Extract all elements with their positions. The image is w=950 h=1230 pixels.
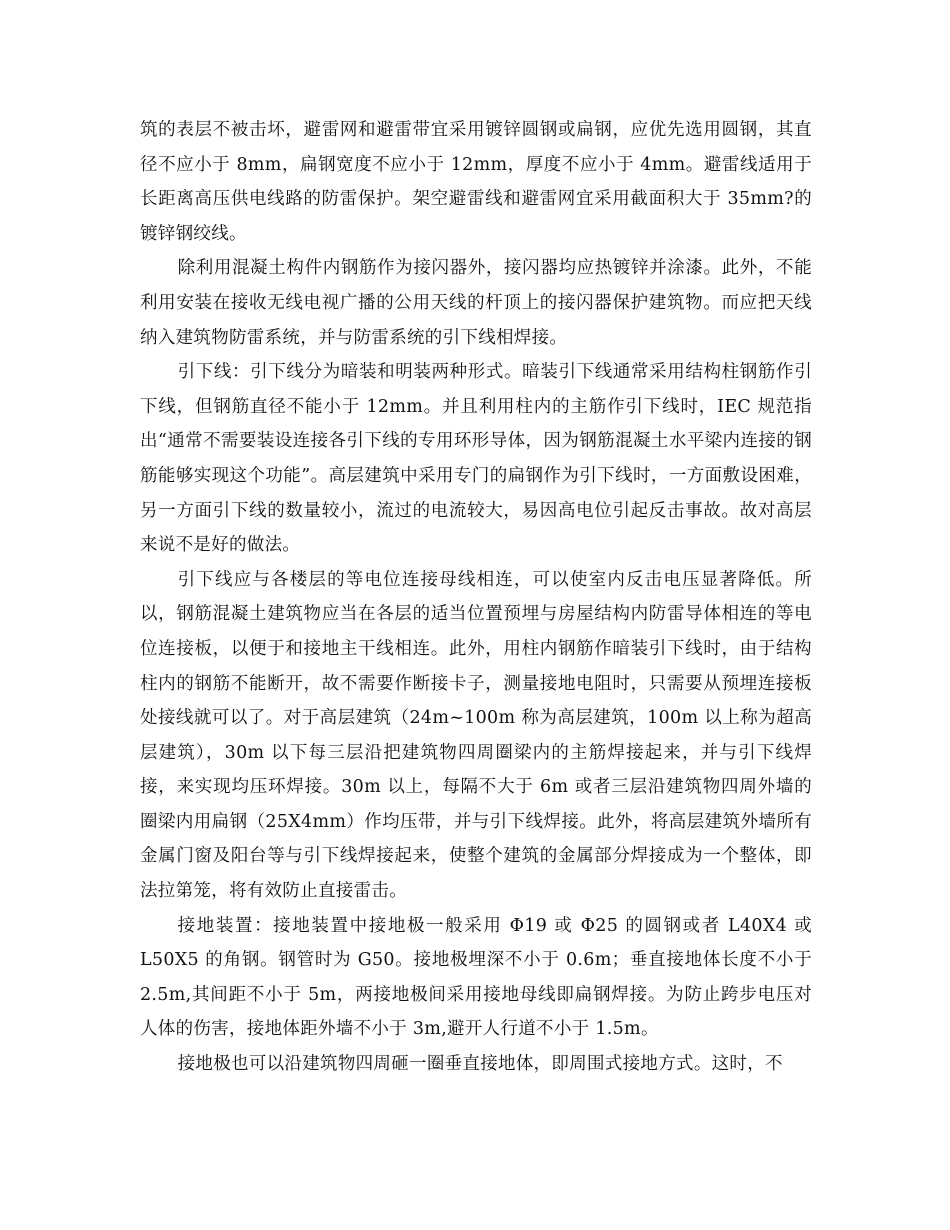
paragraph-5: 接地装置：接地装置中接地极一般采用 Φ19 或 Φ25 的圆钢或者 L40X4 或 L50X5 的角钢。钢管时为 G50。接地极埋深不小于 0.6m；垂直接地体长度不小于 2.5m,其间距不小于 5m，两接地极间采用接地母线即扁钢焊接。为防止跨步电压对人体的伤害，接地体距外墙不小于 3m,避开人行道不小于 1.5m。 (140, 915, 812, 1040)
document-body (140, 113, 812, 1082)
paragraph-1: 筑的表层不被击坏，避雷网和避雷带宜采用镀锌圆钢或扁钢，应优先选用圆钢，其直径不应小于 8mm，扁钢宽度不应小于 12mm，厚度不应小于 4mm。避雷线适用于长距离高压供电线路的防雷保护。架空避雷线和避雷网宜采用截面积大于 35mm?的镀锌钢绞线。 (140, 120, 812, 244)
paragraph-6: 接地极也可以沿建筑物四周砸一圈垂直接地体，即周围式接地方式。这时，不 (177, 1054, 783, 1075)
paragraph-2: 除利用混凝土构件内钢筋作为接闪器外，接闪器均应热镀锌并涂漆。此外，不能利用安装在接收无线电视广播的公用天线的杆顶上的接闪器保护建筑物。而应把天线纳入建筑物防雷系统，并与防雷系统的引下线相焊接。 (140, 258, 812, 348)
paragraph-3: 引下线：引下线分为暗装和明装两种形式。暗装引下线通常采用结构柱钢筋作引下线，但钢筋直径不能小于 12mm。并且利用柱内的主筋作引下线时，IEC 规范指出“通常不需要装设连接各引下线的专用环形导体，因为钢筋混凝土水平梁内连接的钢筋能够实现这个功能”。高层建筑中采用专门的扁钢作为引下线时，一方面敷设困难，另一方面引下线的数量较小，流过的电流较大，易因高电位引起反击事故。故对高层来说不是好的做法。 (140, 362, 812, 556)
paragraph-4: 引下线应与各楼层的等电位连接母线相连，可以使室内反击电压显著降低。所以，钢筋混凝土建筑物应当在各层的适当位置预埋与房屋结构内防雷导体相连的等电位连接板，以便于和接地主干线相连。此外，用柱内钢筋作暗装引下线时，由于结构柱内的钢筋不能断开，故不需要作断接卡子，测量接地电阻时，只需要从预埋连接板处接线就可以了。对于高层建筑（24m~100m 称为高层建筑，100m 以上称为超高层建筑），30m 以下每三层沿把建筑物四周圈梁内的主筋焊接起来，并与引下线焊接，来实现均压环焊接。30m 以上，每隔不大于 6m 或者三层沿建筑物四周外墙的圈梁内用扁钢（25X4mm）作均压带，并与引下线焊接。此外，将高层建筑外墙所有金属门窗及阳台等与引下线焊接起来，使整个建筑的金属部分焊接成为一个整体，即法拉第笼，将有效防止直接雷击。 (140, 569, 812, 902)
